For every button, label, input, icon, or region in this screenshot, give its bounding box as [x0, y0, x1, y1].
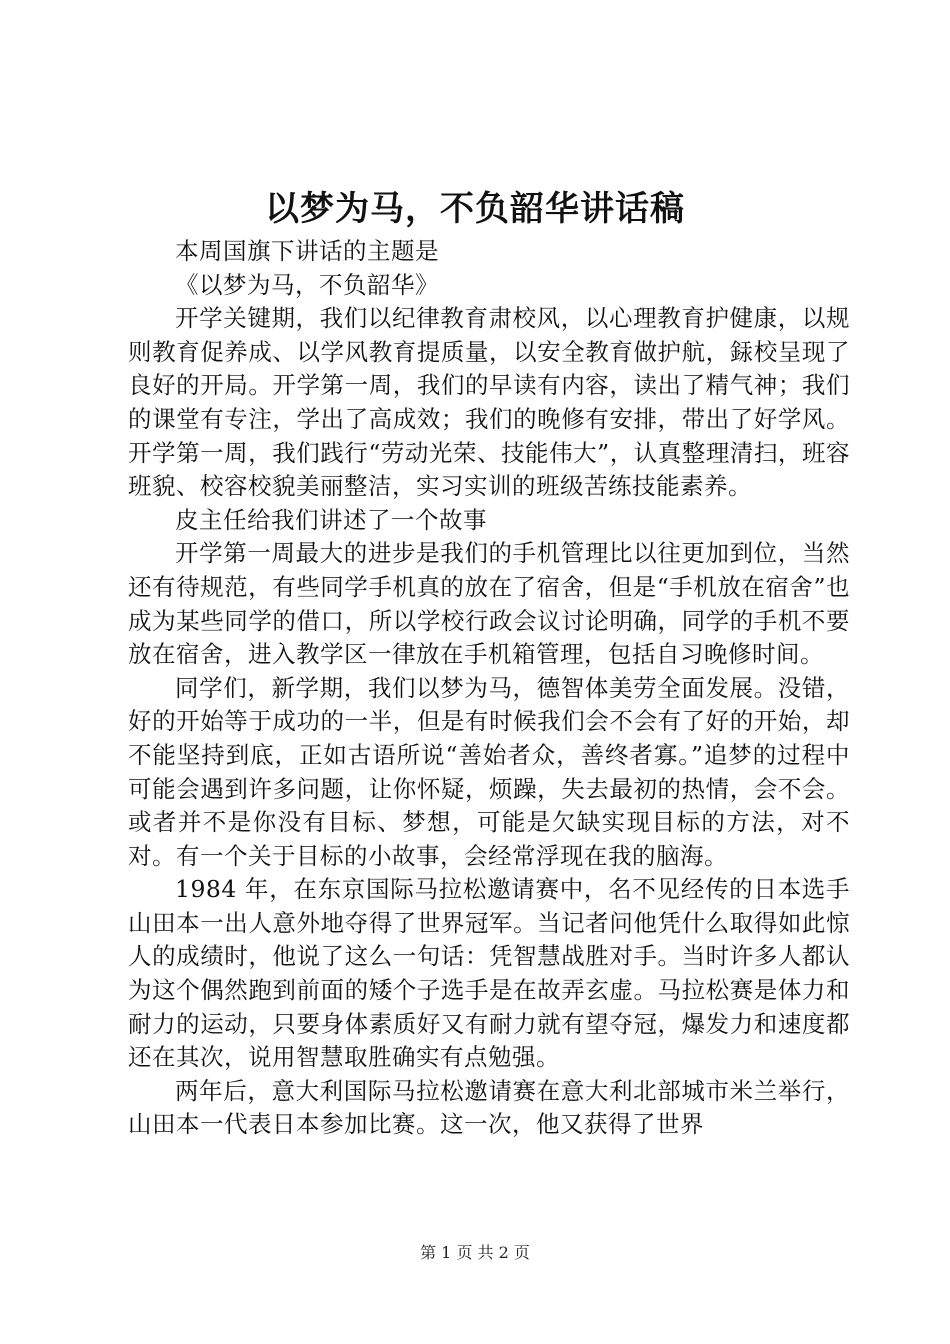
paragraph: 《以梦为马，不负韶华》 — [175, 270, 439, 299]
paragraph: 同学们，新学期，我们以梦为马，德智体美劳全面发展。没错，好的开始等于成功的一半，但是有时候我们会不会有了好的开始，却不能坚持到底，正如古语所说“善始者众，善终者寡。”追梦的过程中可能会遇到许多问题，让你怀疑，烦躁，失去最初的热情，会不会。或者并不是你没有目标、梦想，可能是欠缺实现目标的方法，对不对。有一个关于目标的小故事，会经常浮现在我的脑海。 — [128, 673, 850, 870]
paragraph: 1984 年，在东京国际马拉松邀请赛中，名不见经传的日本选手山田本一出人意外地夺得了世界冠军。当记者问他凭什么取得如此惊人的成绩时，他说了这么一句话：凭智慧战胜对手。当时许多人都认为这个偶然跑到前面的矮个子选手是在故弄玄虚。马拉松赛是体力和耐力的运动，只要身体素质好又有耐力就有望夺冠，爆发力和速度都还在其次，说用智慧取胜确实有点勉强。 — [128, 875, 850, 1072]
page-number-footer: 第 1 页 共 2 页 — [420, 1243, 530, 1262]
paragraph: 皮主任给我们讲述了一个故事 — [175, 505, 487, 534]
paragraph: 两年后，意大利国际马拉松邀请赛在意大利北部城市米兰举行，山田本一代表日本参加比赛。这一次，他又获得了世界 — [128, 1076, 850, 1139]
document-title: 以梦为马，不负韶华讲话稿 — [265, 189, 685, 229]
document-body — [128, 235, 850, 1142]
paragraph: 开学第一周最大的进步是我们的手机管理比以往更加到位，当然还有待规范，有些同学手机真的放在了宿舍，但是“手机放在宿舍”也成为某些同学的借口，所以学校行政会议讨论明确，同学的手机不要放在宿舍，进入教学区一律放在手机箱管理，包括自习晚修时间。 — [128, 539, 850, 669]
paragraph: 开学关键期，我们以纪律教育肃校风，以心理教育护健康，以规则教育促养成、以学风教育提质量，以安全教育做护航，銾校呈现了良好的开局。开学第一周，我们的早读有内容，读出了精气神；我们的课堂有专注，学出了高成效；我们的晚修有安排，带出了好学风。开学第一周，我们践行“劳动光荣、技能伟大”，认真整理清扫，班容班貌、校容校貌美丽整洁，实习实训的班级苦练技能素养。 — [128, 304, 850, 501]
paragraph: 本周国旗下讲话的主题是 — [175, 237, 439, 265]
